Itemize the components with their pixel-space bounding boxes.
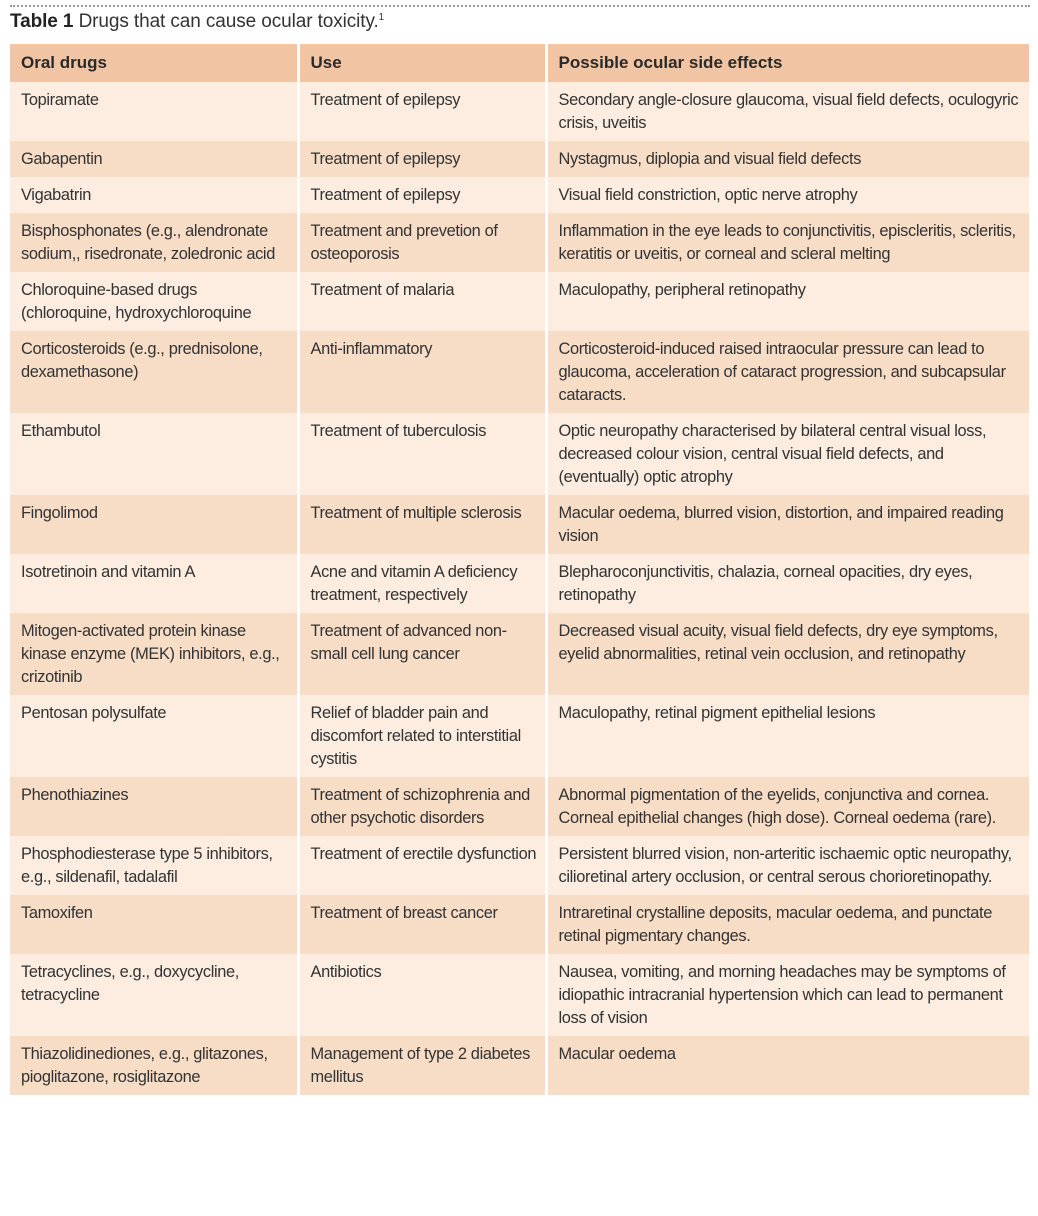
table-row — [10, 836, 1029, 895]
use-cell: Treatment of multiple sclerosis — [298, 495, 546, 554]
effects-cell: Macular oedema — [546, 1036, 1029, 1095]
use-cell: Management of type 2 diabetes mellitus — [298, 1036, 546, 1095]
table-row — [10, 695, 1029, 777]
effects-cell: Visual field constriction, optic nerve atrophy — [546, 177, 1029, 213]
drug-cell: Gabapentin — [10, 141, 298, 177]
use-cell: Treatment of erectile dysfunction — [298, 836, 546, 895]
table-row — [10, 213, 1029, 272]
effects-cell: Intraretinal crystalline deposits, macular oedema, and punctate retinal pigmentary changes. — [546, 895, 1029, 954]
table-row — [10, 413, 1029, 495]
ocular-toxicity-table — [10, 44, 1029, 1095]
table-row — [10, 82, 1029, 141]
use-cell: Treatment of tuberculosis — [298, 413, 546, 495]
column-header-side-effects: Possible ocular side effects — [546, 44, 1029, 82]
header-row — [10, 44, 1029, 82]
footnote-ref: 1 — [378, 12, 385, 23]
use-cell: Treatment of epilepsy — [298, 141, 546, 177]
use-cell: Relief of bladder pain and discomfort related to interstitial cystitis — [298, 695, 546, 777]
use-cell: Treatment of schizophrenia and other psychotic disorders — [298, 777, 546, 836]
drug-cell: Vigabatrin — [10, 177, 298, 213]
table-caption-text: Drugs that can cause ocular toxicity. — [78, 11, 379, 32]
table-row — [10, 954, 1029, 1036]
drug-cell: Tamoxifen — [10, 895, 298, 954]
table-row — [10, 777, 1029, 836]
drug-cell: Fingolimod — [10, 495, 298, 554]
column-header-use: Use — [298, 44, 546, 82]
effects-cell: Abnormal pigmentation of the eyelids, conjunctiva and cornea. Corneal epithelial changes (high dose). Corneal oedema (rare). — [546, 777, 1029, 836]
drug-cell: Corticosteroids (e.g., prednisolone, dexamethasone) — [10, 331, 298, 413]
drug-cell: Bisphosphonates (e.g., alendronate sodium,, risedronate, zoledronic acid — [10, 213, 298, 272]
effects-cell: Nystagmus, diplopia and visual field defects — [546, 141, 1029, 177]
drug-cell: Phenothiazines — [10, 777, 298, 836]
drug-cell: Tetracyclines, e.g., doxycycline, tetracycline — [10, 954, 298, 1036]
drug-cell: Topiramate — [10, 82, 298, 141]
use-cell: Treatment of breast cancer — [298, 895, 546, 954]
table-caption — [10, 11, 384, 33]
effects-cell: Nausea, vomiting, and morning headaches may be symptoms of idiopathic intracranial hypertension which can lead to permanent loss of vision — [546, 954, 1029, 1036]
effects-cell: Secondary angle-closure glaucoma, visual field defects, oculogyric crisis, uveitis — [546, 82, 1029, 141]
table-row — [10, 141, 1029, 177]
drug-cell: Mitogen-activated protein kinase kinase enzyme (MEK) inhibitors, e.g., crizotinib — [10, 613, 298, 695]
drug-cell: Isotretinoin and vitamin A — [10, 554, 298, 613]
top-dotted-rule — [10, 5, 1030, 7]
use-cell: Anti-inflammatory — [298, 331, 546, 413]
drug-cell: Ethambutol — [10, 413, 298, 495]
drug-cell: Chloroquine-based drugs (chloroquine, hydroxychloroquine — [10, 272, 298, 331]
table-row — [10, 177, 1029, 213]
table-row — [10, 331, 1029, 413]
effects-cell: Macular oedema, blurred vision, distortion, and impaired reading vision — [546, 495, 1029, 554]
table-row — [10, 272, 1029, 331]
effects-cell: Maculopathy, retinal pigment epithelial lesions — [546, 695, 1029, 777]
effects-cell: Corticosteroid-induced raised intraocular pressure can lead to glaucoma, acceleration of cataract progression, and subcapsular cataracts. — [546, 331, 1029, 413]
column-header-oral-drugs: Oral drugs — [10, 44, 298, 82]
effects-cell: Persistent blurred vision, non-arteritic ischaemic optic neuropathy, cilioretinal artery occlusion, or central serous chorioretinopathy. — [546, 836, 1029, 895]
table-row — [10, 554, 1029, 613]
use-cell: Treatment of epilepsy — [298, 82, 546, 141]
table-row — [10, 895, 1029, 954]
use-cell: Treatment and prevetion of osteoporosis — [298, 213, 546, 272]
use-cell: Acne and vitamin A deficiency treatment, respectively — [298, 554, 546, 613]
table-row — [10, 495, 1029, 554]
table-label: Table 1 — [10, 11, 74, 32]
effects-cell: Inflammation in the eye leads to conjunctivitis, episcleritis, scleritis, keratitis or uveitis, or corneal and scleral melting — [546, 213, 1029, 272]
effects-cell: Maculopathy, peripheral retinopathy — [546, 272, 1029, 331]
effects-cell: Decreased visual acuity, visual field defects, dry eye symptoms, eyelid abnormalities, retinal vein occlusion, and retinopathy — [546, 613, 1029, 695]
use-cell: Treatment of advanced non-small cell lung cancer — [298, 613, 546, 695]
effects-cell: Blepharoconjunctivitis, chalazia, corneal opacities, dry eyes, retinopathy — [546, 554, 1029, 613]
use-cell: Antibiotics — [298, 954, 546, 1036]
drug-cell: Pentosan polysulfate — [10, 695, 298, 777]
effects-cell: Optic neuropathy characterised by bilateral central visual loss, decreased colour vision, central visual field defects, and (eventually) optic atrophy — [546, 413, 1029, 495]
use-cell: Treatment of epilepsy — [298, 177, 546, 213]
table-row — [10, 1036, 1029, 1095]
drug-cell: Thiazolidinediones, e.g., glitazones, pioglitazone, rosiglitazone — [10, 1036, 298, 1095]
use-cell: Treatment of malaria — [298, 272, 546, 331]
table-row — [10, 613, 1029, 695]
drug-cell: Phosphodiesterase type 5 inhibitors, e.g., sildenafil, tadalafil — [10, 836, 298, 895]
